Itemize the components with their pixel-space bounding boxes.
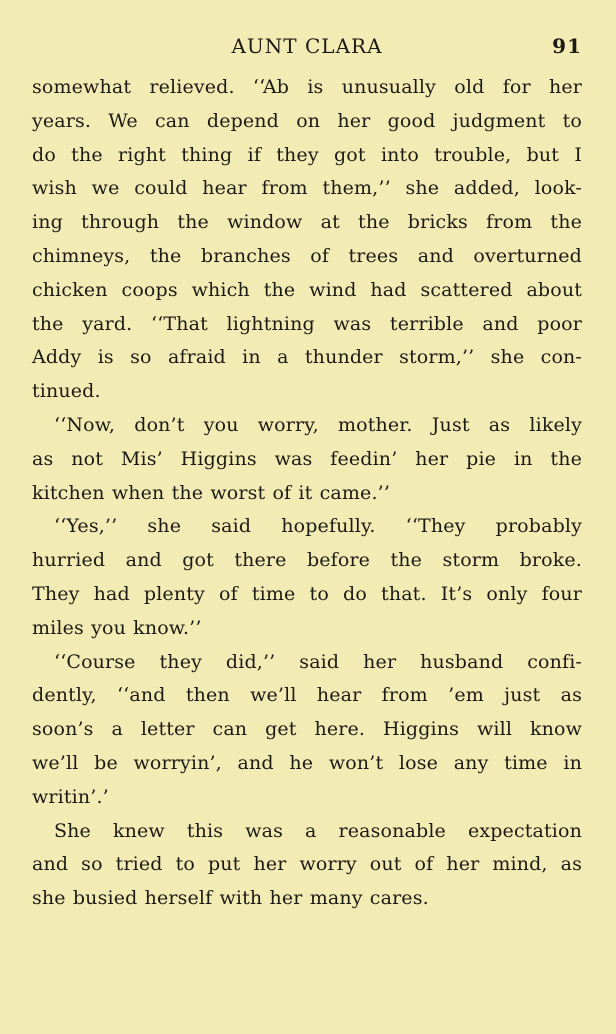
text-line: years. We can depend on her good judgment to <box>32 109 582 132</box>
text-line: somewhat relieved. ‘‘Ab is unusually old for her <box>32 76 582 98</box>
text-line: we’ll be worryin’, and he won’t lose any time in <box>32 751 582 774</box>
body-text <box>32 71 582 916</box>
text-line: she busied herself with her many cares. <box>32 887 429 910</box>
book-page <box>0 34 616 1034</box>
text-line: chimneys, the branches of trees and overturned <box>32 244 582 267</box>
text-line: and so tried to put her worry out of her mind, as <box>32 853 582 876</box>
text-line: tinued. <box>32 380 101 403</box>
text-line: ‘‘Yes,’’ she said hopefully. ‘‘They probably <box>54 515 582 538</box>
text-line: miles you know.’’ <box>32 616 202 639</box>
text-line: wish we could hear from them,’’ she added, look- <box>32 177 582 200</box>
text-line: kitchen when the worst of it came.’’ <box>32 481 391 504</box>
text-line: She knew this was a reasonable expectation <box>54 819 582 842</box>
text-line: do the right thing if they got into trouble, but I <box>32 143 582 166</box>
text-line: Addy is so afraid in a thunder storm,’’ she con- <box>32 346 582 369</box>
text-line: hurried and got there before the storm broke. <box>32 549 582 572</box>
text-line: They had plenty of time to do that. It’s only four <box>32 582 582 605</box>
running-title: AUNT CLARA <box>231 34 383 58</box>
text-line: ‘‘Course they did,’’ said her husband confi- <box>54 650 582 673</box>
text-line: dently, ‘‘and then we’ll hear from ’em just as <box>32 684 582 707</box>
text-line: the yard. ‘‘That lightning was terrible and poor <box>32 312 582 335</box>
text-line: ‘‘Now, don’t you worry, mother. Just as likely <box>54 413 582 436</box>
page-header <box>32 34 582 64</box>
text-line: ing through the window at the bricks from the <box>32 211 582 234</box>
text-line: writin’.’ <box>32 785 109 808</box>
text-line: soon’s a letter can get here. Higgins will know <box>32 718 582 741</box>
page-number: 91 <box>552 34 582 58</box>
text-line: chicken coops which the wind had scattered about <box>32 278 582 301</box>
text-line: as not Mis’ Higgins was feedin’ her pie in the <box>32 447 582 470</box>
